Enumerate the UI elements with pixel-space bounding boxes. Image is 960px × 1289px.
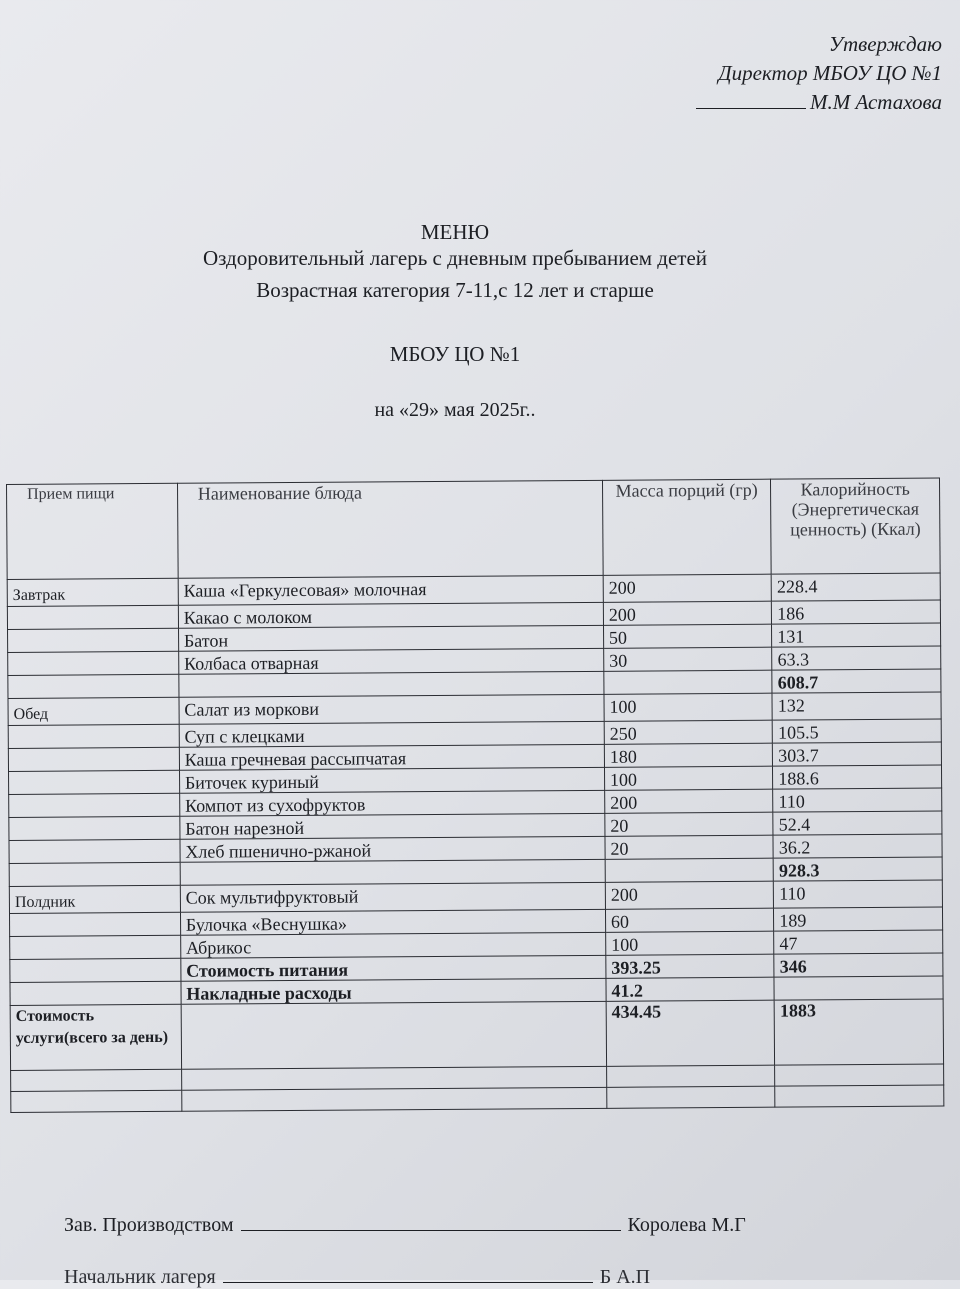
dish-kcal: 228.4 xyxy=(771,573,940,601)
signature-line xyxy=(696,90,806,109)
meal-cell xyxy=(10,981,181,1005)
signature-camp-head xyxy=(64,1266,650,1289)
meal-cell xyxy=(8,628,179,652)
menu-date: на «29» мая 2025г.. xyxy=(374,399,536,421)
empty-cell xyxy=(181,1066,606,1090)
dish-kcal: 52.4 xyxy=(773,811,942,835)
cost-kcal: 346 xyxy=(774,953,943,977)
approval-title: Утверждаю xyxy=(828,32,942,56)
dish-kcal: 36.2 xyxy=(773,834,942,858)
dish-mass: 100 xyxy=(604,766,773,790)
dish-mass: 200 xyxy=(605,881,774,909)
dish-name: Батон xyxy=(178,625,603,651)
dish-name: Абрикос xyxy=(180,932,605,958)
meal-cell xyxy=(9,862,180,886)
column-header-dish: Наименование блюда xyxy=(177,480,603,578)
dish-kcal: 63.3 xyxy=(772,646,941,670)
dish-kcal: 132 xyxy=(772,692,941,720)
dish-name xyxy=(180,859,605,885)
dish-kcal xyxy=(774,976,943,1000)
signature-name: Б А.П xyxy=(599,1266,651,1288)
meal-cell xyxy=(9,793,180,817)
dish-name: Каша гречневая рассыпчатая xyxy=(179,744,604,770)
meal-cell xyxy=(8,674,179,698)
dish-name: Салат из моркови xyxy=(179,694,604,724)
dish-name: Батон нарезной xyxy=(180,813,605,839)
subtitle-camp: Оздоровительный лагерь с дневным пребыванием детей xyxy=(202,246,708,270)
empty-cell xyxy=(607,1065,776,1087)
meal-cell xyxy=(8,724,179,748)
dish-name: Колбаса отварная xyxy=(178,648,603,674)
dish-name: Булочка «Веснушка» xyxy=(180,909,605,935)
dish-kcal: 47 xyxy=(774,930,943,954)
meal-cell xyxy=(8,747,179,771)
empty-cell xyxy=(182,1087,607,1111)
meal-cell xyxy=(8,651,179,675)
overhead-label: Накладные расходы xyxy=(181,978,606,1004)
cost-label: Стоимость питания xyxy=(181,955,606,981)
approval-block xyxy=(696,30,942,117)
empty-cell xyxy=(607,1086,776,1108)
dish-mass: 200 xyxy=(603,601,772,625)
meal-cell xyxy=(9,816,180,840)
dish-mass: 250 xyxy=(604,720,773,744)
dish-mass: 200 xyxy=(605,789,774,813)
empty-cell xyxy=(11,1069,182,1091)
dish-name: Хлеб пшенично-ржаной xyxy=(180,836,605,862)
approval-name: М.М Астахова xyxy=(809,90,942,114)
dish-kcal: 189 xyxy=(774,907,943,931)
approval-signature xyxy=(696,88,942,117)
dish-name: Каша «Геркулесовая» молочная xyxy=(178,575,603,605)
signature-title: Зав. Производством xyxy=(64,1214,234,1236)
column-header-mass: Масса порций (гр) xyxy=(602,479,771,575)
meal-label-lunch: Обед xyxy=(8,697,179,725)
dish-mass: 100 xyxy=(604,693,773,721)
dish-mass xyxy=(605,858,774,882)
dish-name: Компот из сухофруктов xyxy=(179,790,604,816)
dish-kcal: 110 xyxy=(773,788,942,812)
subtitle-age: Возрастная категория 7-11,с 12 лет и старше xyxy=(256,278,654,302)
service-total-kcal: 1883 xyxy=(774,999,943,1065)
signature-name: Королева М.Г xyxy=(627,1214,746,1236)
dish-name: Сок мультифруктовый xyxy=(180,882,605,912)
service-cost-row xyxy=(10,999,943,1071)
meal-cell xyxy=(7,605,178,629)
meal-cell xyxy=(9,770,180,794)
meal-cell xyxy=(10,958,181,982)
service-cost-label: Стоимость услуги(всего за день) xyxy=(10,1004,181,1070)
meal-cell xyxy=(9,912,180,936)
dish-kcal: 186 xyxy=(772,600,941,624)
dish-kcal: 188.6 xyxy=(773,765,942,789)
menu-table xyxy=(6,477,944,1113)
dish-name xyxy=(179,671,604,697)
meal-label-snack: Полдник xyxy=(9,885,180,913)
organization-name: МБОУ ЦО №1 xyxy=(389,342,521,366)
dish-mass: 180 xyxy=(604,743,773,767)
dish-kcal: 131 xyxy=(772,623,941,647)
dish-mass: 30 xyxy=(604,647,773,671)
meal-cell xyxy=(10,935,181,959)
dish-kcal: 110 xyxy=(774,880,943,908)
cost-amount: 393.25 xyxy=(606,954,775,978)
dish-kcal: 105.5 xyxy=(772,719,941,743)
dish-mass: 100 xyxy=(606,931,775,955)
dish-kcal: 303.7 xyxy=(773,742,942,766)
signature-line xyxy=(241,1214,621,1231)
dish-mass: 20 xyxy=(605,835,774,859)
signature-line xyxy=(223,1266,593,1283)
approval-position: Директор МБОУ ЦО №1 xyxy=(718,61,942,85)
page-title: МЕНЮ xyxy=(420,220,490,244)
subtotal-kcal-breakfast: 608.7 xyxy=(772,669,941,693)
empty-cell xyxy=(11,1090,182,1112)
table-header-row xyxy=(7,478,941,580)
dish-mass: 20 xyxy=(605,812,774,836)
signature-production-head xyxy=(64,1214,746,1237)
dish-name xyxy=(181,1001,607,1069)
empty-cell xyxy=(775,1064,944,1086)
dish-mass: 50 xyxy=(603,624,772,648)
overhead-amount: 41.2 xyxy=(606,977,775,1001)
dish-name: Биточек куриный xyxy=(179,767,604,793)
dish-mass: 60 xyxy=(605,908,774,932)
dish-mass: 200 xyxy=(603,574,772,602)
signature-title: Начальник лагеря xyxy=(64,1266,216,1288)
dish-mass xyxy=(604,670,773,694)
dish-name: Суп с клецками xyxy=(179,721,604,747)
meal-cell xyxy=(9,839,180,863)
column-header-kcal: Калорийность (Энергетическая ценность) (Ккал) xyxy=(771,478,940,574)
empty-cell xyxy=(775,1085,944,1107)
subtotal-kcal-lunch: 928.3 xyxy=(773,857,942,881)
meal-label-breakfast: Завтрак xyxy=(7,578,178,606)
column-header-meal: Прием пищи xyxy=(7,483,178,579)
dish-name: Какао с молоком xyxy=(178,602,603,628)
service-cost-amount: 434.45 xyxy=(606,1000,775,1066)
